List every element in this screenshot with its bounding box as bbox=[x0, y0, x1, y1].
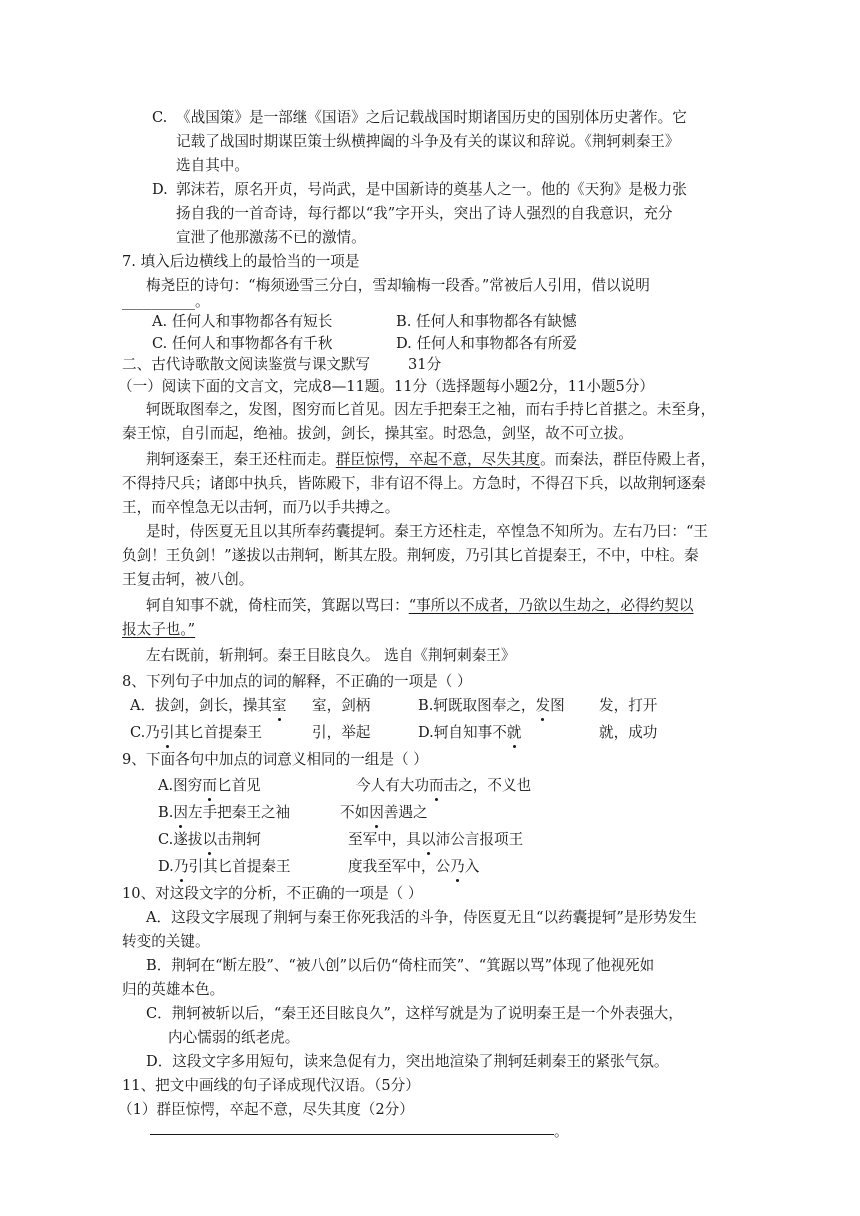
q9-c2-text-end: 沛公言报项王 bbox=[435, 831, 524, 848]
q9-a2-text: 今人有大功 bbox=[356, 777, 429, 794]
q9-c2-text: 至军中，具 bbox=[348, 831, 421, 848]
q9-b1-text: B. bbox=[158, 804, 174, 821]
passage-p4-text: 轲自知事不就，倚柱而笑，箕踞以骂曰： bbox=[146, 597, 409, 614]
q9-b1-text-end: 左手把秦王之袖 bbox=[187, 804, 291, 821]
section2-heading: 二、古代诗歌散文阅读鉴赏与课文默写 bbox=[122, 356, 371, 373]
passage-p2-text-a: 荆轲逐秦王，秦王还柱而走。 bbox=[146, 451, 336, 468]
q8-stem: 8、下列句子中加点的词的解释，不正确的一项是（ ） bbox=[122, 673, 472, 690]
q8-d-dotted-word: 就 bbox=[506, 724, 522, 741]
q9-a1-dotted-word: 而 bbox=[202, 777, 217, 794]
q10-stem: 10、对这段文字的分析，不正确的一项是（ ） bbox=[122, 885, 423, 902]
answer-end-mark: 。 bbox=[554, 1123, 569, 1140]
q9-option-d-first bbox=[158, 857, 291, 877]
underlined-sentence-1: 群臣惊愕，卒起不意，尽失其度 bbox=[335, 451, 541, 468]
q7-blank: __________。 bbox=[122, 293, 210, 310]
q7-option-a: A. 任何人和事物都各有短长 bbox=[152, 313, 333, 330]
q8-b-dotted-word: 发 bbox=[535, 697, 551, 714]
q8-d-text: D.轲自知事不 bbox=[418, 724, 507, 741]
q7-option-b: B. 任何人和事物都各有缺憾 bbox=[396, 313, 577, 330]
passage-p5: 左右既前，斩荆轲。秦王目眩良久。 选自《荆轲刺秦王》 bbox=[146, 647, 516, 664]
q7-stem: 7. 填入后边横线上的最恰当的一项是 bbox=[122, 253, 360, 270]
q8-option-c-gloss: 引，举起 bbox=[312, 724, 371, 741]
q8-option-d bbox=[418, 723, 521, 743]
q10-option-c-line2: 内心懦弱的纸老虎。 bbox=[168, 1029, 300, 1046]
q9-a1-text: A.图穷 bbox=[158, 777, 203, 794]
q6-option-d-letter: D. bbox=[152, 181, 168, 198]
q8-b-text-end: 图 bbox=[550, 697, 565, 714]
q7-option-c: C. 任何人和事物都各有千秋 bbox=[152, 335, 333, 352]
q9-option-a-second bbox=[356, 776, 531, 796]
section2-part1-instruction: （一）阅读下面的文言文，完成8—11题。11分（选择题每小题2分，11小题5分） bbox=[118, 378, 654, 395]
q6-option-c-line1: 《战国策》是一部继《国语》之后记载战国时期诸国历史的国别体历史著作。它 bbox=[176, 109, 687, 126]
q7-option-d: D. 任何人和事物都各有所爱 bbox=[396, 335, 577, 352]
q9-option-d-second bbox=[348, 857, 479, 877]
q9-b2-text-end: 善遇之 bbox=[383, 804, 428, 821]
passage-p4-line2 bbox=[122, 620, 195, 640]
q9-c1-text-end: 击荆轲 bbox=[217, 831, 261, 848]
passage-p2-line3: 王，而卒惶急无以击轲，而乃以手共搏之。 bbox=[122, 499, 400, 516]
q6-option-d-line1: 郭沫若，原名开贞，号尚武，是中国新诗的奠基人之一。他的《天狗》是极力张 bbox=[176, 181, 687, 198]
underlined-sentence-2-end: 报太子也。” bbox=[122, 621, 196, 638]
q10-option-b-line1: B．荆轲在“断左股”、“被八创”以后仍“倚柱而笑”、“箕踞以骂”体现了他视死如 bbox=[146, 957, 655, 974]
q8-option-a bbox=[130, 696, 287, 716]
q9-b2-dotted-word: 因 bbox=[369, 804, 384, 821]
passage-p2-line1 bbox=[146, 450, 715, 470]
passage-p3-line1: 是时，侍医夏无且以其所奉药囊提轲。秦王方还柱走，卒惶急不知所为。左右乃曰：“王 bbox=[146, 523, 709, 540]
q9-a2-dotted-word: 而 bbox=[428, 777, 444, 794]
q8-option-b-gloss: 发，打开 bbox=[599, 697, 658, 714]
q11-item1: （1）群臣惊愕，卒起不意，尽失其度（2分） bbox=[118, 1101, 414, 1118]
q8-option-d-gloss: 就，成功 bbox=[599, 724, 658, 741]
q9-d2-text: 度我至军中，公 bbox=[348, 858, 451, 875]
passage-p2-text-b: 。而秦法，群臣侍殿上者， bbox=[540, 451, 716, 468]
q9-b2-text: 不如 bbox=[340, 804, 370, 821]
q7-quote: 梅尧臣的诗句：“梅须逊雪三分白，雪却输梅一段香。”常被后人引用，借以说明 bbox=[146, 277, 650, 294]
passage-p1-line2: 秦王惊，自引而起，绝袖。拔剑，剑长，操其室。时恐急，剑坚，故不可立拔。 bbox=[122, 425, 633, 442]
q8-a-text: A．拔剑，剑长，操其 bbox=[130, 697, 272, 714]
q9-option-b-second bbox=[340, 803, 428, 823]
q9-option-c-second bbox=[348, 830, 523, 850]
q9-b1-dotted-word: 因 bbox=[173, 804, 188, 821]
q9-d2-text-end: 入 bbox=[464, 858, 480, 875]
q8-c-dotted-word: 引 bbox=[159, 724, 175, 741]
q9-stem: 9、下面各句中加点的词意义相同的一组是（ ） bbox=[122, 751, 428, 768]
q6-option-d-line3: 宣泄了他那激荡不已的激情。 bbox=[176, 229, 366, 246]
q6-option-d-line2: 扬自我的一首奇诗，每行都以“我”字开头，突出了诗人强烈的自我意识，充分 bbox=[176, 205, 673, 222]
q9-c2-dotted-word: 以 bbox=[420, 831, 436, 848]
q9-option-a-first bbox=[158, 776, 261, 796]
q9-c1-text: C.遂拔 bbox=[158, 831, 203, 848]
q8-option-b bbox=[418, 696, 565, 716]
underlined-sentence-2: “事所以不成者，乃欲以生劫之，必得约契以 bbox=[408, 597, 694, 614]
q8-option-c bbox=[130, 723, 262, 743]
passage-p4-line1 bbox=[146, 596, 693, 616]
q8-option-a-gloss: 室，剑柄 bbox=[312, 697, 371, 714]
passage-p3-line2: 负剑！王负剑！”遂拔以击荆轲，断其左股。荆轲废，乃引其匕首提秦王，不中，中柱。秦 bbox=[122, 547, 699, 564]
passage-p1-line1: 轲既取图奉之，发图，图穷而匕首见。因左手把秦王之袖，而右手持匕首揕之。未至身， bbox=[146, 401, 716, 418]
q6-option-c-line2: 记载了战国时期谋臣策士纵横捭阖的斗争及有关的谋议和辞说。《荆轲刺秦王》 bbox=[176, 133, 680, 150]
section2-score: 31分 bbox=[408, 356, 442, 373]
passage-p2-line2: 不得持尺兵；诸郎中执兵，皆陈殿下，非有诏不得上。方急时，不得召下兵，以故荆轲逐秦 bbox=[122, 475, 706, 492]
q8-c-text: C.乃 bbox=[130, 724, 160, 741]
q8-b-text: B.轲既取图奉之， bbox=[418, 697, 536, 714]
q9-d1-dotted-word: 乃 bbox=[173, 858, 189, 875]
q9-d1-text-end: 引其匕首提秦王 bbox=[188, 858, 291, 875]
q9-d1-text: D. bbox=[158, 858, 174, 875]
passage-p3-line3: 王复击轲，被八创。 bbox=[122, 571, 254, 588]
q6-option-c-letter: C. bbox=[152, 109, 168, 126]
q9-a2-text-end: 击之，不义也 bbox=[443, 777, 532, 794]
q9-c1-dotted-word: 以 bbox=[202, 831, 218, 848]
q10-option-a-line2: 转变的关键。 bbox=[122, 933, 210, 950]
q8-a-dotted-word: 室 bbox=[271, 697, 287, 714]
q9-a1-text-end: 匕首见 bbox=[216, 777, 261, 794]
q9-option-b-first bbox=[158, 803, 290, 823]
q10-option-c-line1: C．荆轲被斩以后，“秦王还目眩良久”，这样写就是为了说明秦王是一个外表强大， bbox=[146, 1005, 683, 1022]
q10-option-a-line1: A．这段文字展现了荆轲与秦王你死我活的斗争，侍医夏无且“以药囊提轲”是形势发生 bbox=[146, 909, 697, 926]
q6-option-c-line3: 选自其中。 bbox=[176, 157, 249, 174]
q9-d2-dotted-word: 乃 bbox=[450, 858, 465, 875]
q9-option-c-first bbox=[158, 830, 261, 850]
q10-option-b-line2: 归的英雄本色。 bbox=[122, 981, 225, 998]
q11-stem: 11、把文中画线的句子译成现代汉语。（5分） bbox=[122, 1077, 420, 1094]
q10-option-d: D．这段文字多用短句，读来急促有力，突出地渲染了荆轲廷刺秦王的紧张气氛。 bbox=[146, 1053, 669, 1070]
q8-c-text-end: 其匕首提秦王 bbox=[174, 724, 263, 741]
answer-blank-line[interactable] bbox=[150, 1134, 554, 1135]
